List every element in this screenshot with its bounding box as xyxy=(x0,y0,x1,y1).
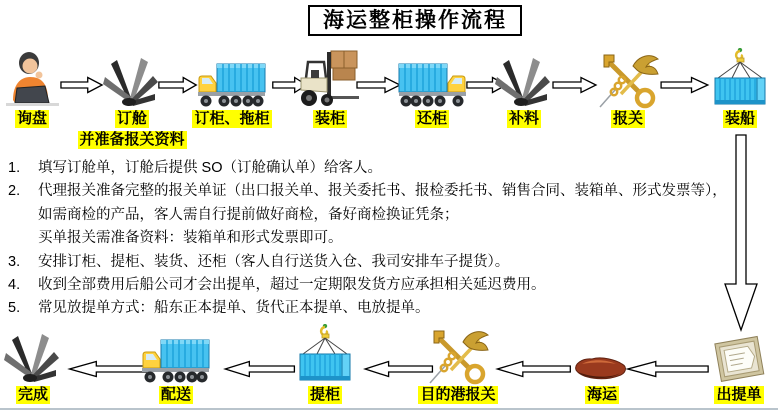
flow-step-destination-customs xyxy=(408,322,508,404)
note-number: 3. xyxy=(8,253,21,270)
flow-step-booking xyxy=(79,48,185,149)
note-number: 4. xyxy=(8,277,21,294)
step-label: 配送 xyxy=(160,386,191,403)
cargo-ship-icon xyxy=(572,338,632,386)
step-sublabel: 并准备报关资料 xyxy=(79,131,185,148)
note-line: 收到全部费用后船公司才会出提单，超过一定期限发货方应承担相关延迟费用。 xyxy=(38,277,546,294)
step-label: 询盘 xyxy=(16,110,47,127)
flow-step-loading-vessel xyxy=(690,48,778,128)
pocket-knife-icon xyxy=(2,322,64,386)
golden-keys-icon xyxy=(425,322,491,386)
step-label: 装柜 xyxy=(314,110,345,127)
person-laptop-icon xyxy=(1,48,63,110)
note-item xyxy=(8,297,776,320)
pocket-knife-icon xyxy=(493,48,555,110)
step-label: 提柜 xyxy=(309,386,340,403)
crane-container-icon xyxy=(708,48,772,110)
container-truck-icon xyxy=(396,48,468,110)
bill-of-lading-icon xyxy=(711,328,767,386)
step-label: 还柜 xyxy=(416,110,447,127)
step-label: 海运 xyxy=(586,386,617,403)
note-line: 买单报关需准备资料：装箱单和形式发票即可。 xyxy=(38,230,343,247)
note-item xyxy=(8,274,776,297)
container-truck-icon xyxy=(140,322,212,386)
step-label: 完成 xyxy=(17,386,48,403)
flow-step-bl-release xyxy=(689,328,778,404)
note-line: 填写订舱单，订舱后提供 SO（订舱确认单）给客人。 xyxy=(38,160,382,176)
note-item xyxy=(8,157,776,180)
flow-step-container-pickup xyxy=(182,48,282,128)
step-label: 报关 xyxy=(612,110,643,127)
step-label: 订舱 xyxy=(116,110,147,127)
page-title: 海运整柜操作流程 xyxy=(308,5,522,36)
note-line: 常见放提单方式：船东正本提单、货代正本提单、电放提单。 xyxy=(38,300,430,317)
note-line: 安排订柜、提柜、装货、还柜（客人自行送货入仓、我司安排车子提货）。 xyxy=(38,253,510,270)
note-item xyxy=(8,251,776,274)
note-line: 如需商检的产品，客人需自行提前做好商检，备好商检换证凭条； xyxy=(38,206,459,223)
step-label: 目的港报关 xyxy=(420,386,496,403)
step-label: 订柜、拖柜 xyxy=(194,110,270,127)
notes-list xyxy=(8,157,776,321)
note-line: 代理报关准备完整的报关单证（出口报关单、报关委托书、报检委托书、销售合同、装箱单、形式发票等）， xyxy=(38,183,727,200)
flow-step-delivery xyxy=(126,322,226,404)
forklift-icon xyxy=(297,48,363,110)
container-truck-icon xyxy=(196,48,268,110)
note-item xyxy=(8,180,776,250)
pocket-knife-icon xyxy=(101,48,163,110)
note-number: 1. xyxy=(8,160,21,176)
step-label: 出提单 xyxy=(716,386,762,403)
crane-container-icon xyxy=(293,320,357,386)
note-number: 2. xyxy=(8,183,21,200)
step-label: 装船 xyxy=(724,110,755,127)
note-number: 5. xyxy=(8,300,21,317)
step-label: 补料 xyxy=(508,110,539,127)
golden-keys-icon xyxy=(595,48,661,110)
flow-step-container-collect xyxy=(275,320,375,404)
